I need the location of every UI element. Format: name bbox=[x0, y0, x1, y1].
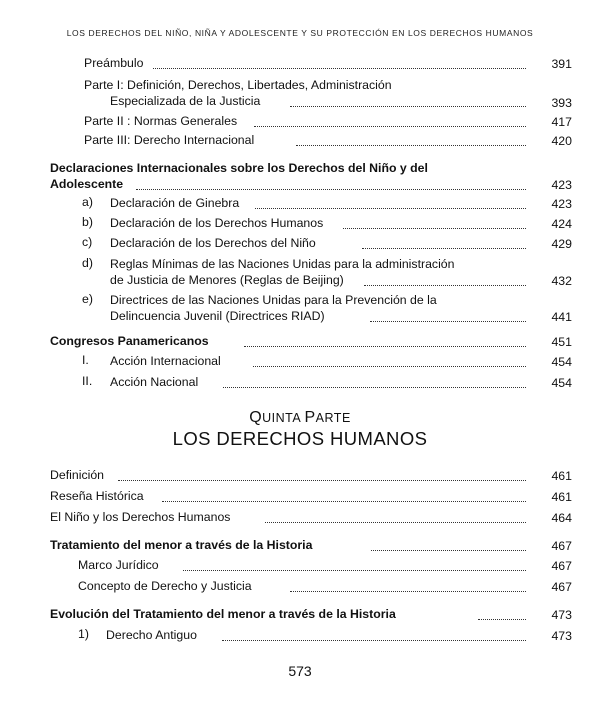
toc-section-heading: Declaraciones Internacionales sobre los Derechos del Niño y del bbox=[50, 161, 428, 175]
dot-leader bbox=[478, 619, 526, 620]
dot-leader bbox=[371, 550, 526, 551]
toc-entry-text: de Justicia de Menores (Reglas de Beijing) bbox=[110, 273, 344, 287]
toc-entry-text: Parte III: Derecho Internacional bbox=[84, 133, 255, 147]
toc-page-number: 451 bbox=[551, 335, 572, 349]
toc-page-number: 432 bbox=[551, 274, 572, 288]
toc-entry-derechos-humanos bbox=[110, 215, 323, 231]
toc-page-number: 473 bbox=[551, 629, 572, 643]
toc-item-marker: a) bbox=[82, 195, 93, 209]
toc-page-number: 461 bbox=[551, 490, 572, 504]
toc-entry-marco-juridico bbox=[78, 557, 159, 573]
dot-leader bbox=[222, 640, 526, 641]
dot-leader bbox=[162, 501, 526, 502]
toc-entry-riad-line2 bbox=[110, 308, 325, 324]
toc-entry-text: Concepto de Derecho y Justicia bbox=[78, 579, 252, 593]
toc-entry-text: Preámbulo bbox=[84, 56, 144, 70]
toc-entry-text: El Niño y los Derechos Humanos bbox=[50, 510, 231, 524]
toc-entry-accion-internacional bbox=[110, 353, 221, 369]
page-number: 573 bbox=[288, 663, 312, 679]
dot-leader bbox=[343, 228, 526, 229]
toc-item-marker: d) bbox=[82, 256, 93, 270]
toc-entry-preambulo bbox=[84, 55, 143, 71]
dot-leader bbox=[153, 68, 526, 69]
toc-entry-beijing-line2 bbox=[110, 272, 344, 288]
toc-entry-ginebra bbox=[110, 195, 239, 211]
toc-entry-text: Parte II : Normas Generales bbox=[84, 114, 238, 128]
toc-section-heading: Evolución del Tratamiento del menor a través de la Historia bbox=[50, 607, 396, 621]
toc-entry-text: Especializada de la Justicia bbox=[110, 94, 261, 108]
dot-leader bbox=[183, 570, 526, 571]
toc-entry-beijing bbox=[110, 256, 454, 272]
toc-entry-text: Acción Internacional bbox=[110, 354, 221, 368]
toc-page-number: 417 bbox=[551, 115, 572, 129]
toc-page-number: 429 bbox=[551, 237, 572, 251]
toc-page-number: 461 bbox=[551, 469, 572, 483]
toc-item-marker: I. bbox=[82, 353, 89, 367]
dot-leader bbox=[223, 387, 526, 388]
toc-page-number: 467 bbox=[551, 539, 572, 553]
toc-page-number: 473 bbox=[551, 608, 572, 622]
toc-entry-accion-nacional bbox=[110, 374, 198, 390]
running-head: LOS DERECHOS DEL NIÑO, NIÑA Y ADOLESCENTE Y SU PROTECCIÓN EN LOS DERECHOS HUMANOS bbox=[66, 28, 534, 38]
toc-item-marker: 1) bbox=[78, 627, 89, 641]
toc-item-marker: c) bbox=[82, 235, 93, 249]
toc-entry-text: Parte I: Definición, Derechos, Libertades, Administración bbox=[84, 78, 392, 92]
toc-entry-text: Acción Nacional bbox=[110, 375, 199, 389]
toc-page-number: 464 bbox=[551, 511, 572, 525]
toc-page-number: 467 bbox=[551, 580, 572, 594]
part-label: QUINTA PARTE bbox=[249, 409, 351, 426]
dot-leader bbox=[364, 285, 526, 286]
toc-page-number: 393 bbox=[551, 96, 572, 110]
toc-entry-riad bbox=[110, 292, 437, 308]
dot-leader bbox=[296, 145, 526, 146]
toc-item-marker: II. bbox=[82, 374, 93, 388]
toc-page-number: 423 bbox=[551, 197, 572, 211]
toc-page-number: 424 bbox=[551, 217, 572, 231]
toc-entry-text: Delincuencia Juvenil (Directrices RIAD) bbox=[110, 309, 325, 323]
toc-entry-text: Reglas Mínimas de las Naciones Unidas para la administración bbox=[110, 257, 455, 271]
toc-page-number: 391 bbox=[551, 57, 572, 71]
toc-entry-derechos-nino bbox=[110, 235, 316, 251]
toc-section-heading: Congresos Panamericanos bbox=[50, 334, 209, 348]
dot-leader bbox=[370, 321, 526, 322]
dot-leader bbox=[290, 106, 526, 107]
dot-leader bbox=[265, 522, 526, 523]
toc-entry-text: Reseña Histórica bbox=[50, 489, 144, 503]
dot-leader bbox=[253, 366, 526, 367]
toc-item-marker: b) bbox=[82, 215, 93, 229]
toc-entry-parte-i-line2 bbox=[110, 93, 260, 109]
dot-leader bbox=[255, 208, 526, 209]
toc-page-number: 441 bbox=[551, 310, 572, 324]
dot-leader bbox=[290, 591, 526, 592]
toc-page-number: 454 bbox=[551, 376, 572, 390]
toc-section-declaraciones bbox=[50, 160, 428, 176]
toc-section-heading: Tratamiento del menor a través de la Historia bbox=[50, 538, 313, 552]
toc-entry-parte-ii bbox=[84, 113, 237, 129]
dot-leader bbox=[136, 189, 526, 190]
toc-section-tratamiento bbox=[50, 537, 312, 553]
toc-entry-parte-iii bbox=[84, 132, 254, 148]
toc-entry-parte-i bbox=[84, 77, 392, 93]
toc-page-number: 454 bbox=[551, 355, 572, 369]
toc-entry-derecho-antiguo bbox=[106, 627, 197, 643]
toc-section-congresos bbox=[50, 333, 209, 349]
dot-leader bbox=[254, 126, 526, 127]
toc-entry-concepto bbox=[78, 578, 252, 594]
toc-entry-text: Derecho Antiguo bbox=[106, 628, 197, 642]
toc-entry-text: Directrices de las Naciones Unidas para la Prevención de la bbox=[110, 293, 437, 307]
toc-entry-definicion bbox=[50, 467, 104, 483]
dot-leader bbox=[244, 346, 526, 347]
toc-item-marker: e) bbox=[82, 292, 93, 306]
toc-entry-text: Declaración de los Derechos del Niño bbox=[110, 236, 316, 250]
dot-leader bbox=[118, 480, 526, 481]
toc-entry-text: Marco Jurídico bbox=[78, 558, 159, 572]
toc-page-number: 420 bbox=[551, 134, 572, 148]
toc-entry-text: Declaración de Ginebra bbox=[110, 196, 240, 210]
toc-entry-nino-derechos-humanos bbox=[50, 509, 230, 525]
toc-section-evolucion bbox=[50, 606, 396, 622]
toc-page-number: 423 bbox=[551, 178, 572, 192]
part-title: LOS DERECHOS HUMANOS bbox=[172, 428, 428, 449]
toc-page-number: 467 bbox=[551, 559, 572, 573]
toc-entry-text: Declaración de los Derechos Humanos bbox=[110, 216, 324, 230]
toc-section-declaraciones-line2 bbox=[50, 176, 123, 192]
toc-entry-resena-historica bbox=[50, 488, 144, 504]
toc-section-heading: Adolescente bbox=[50, 177, 124, 191]
dot-leader bbox=[362, 248, 526, 249]
toc-entry-text: Definición bbox=[50, 468, 104, 482]
